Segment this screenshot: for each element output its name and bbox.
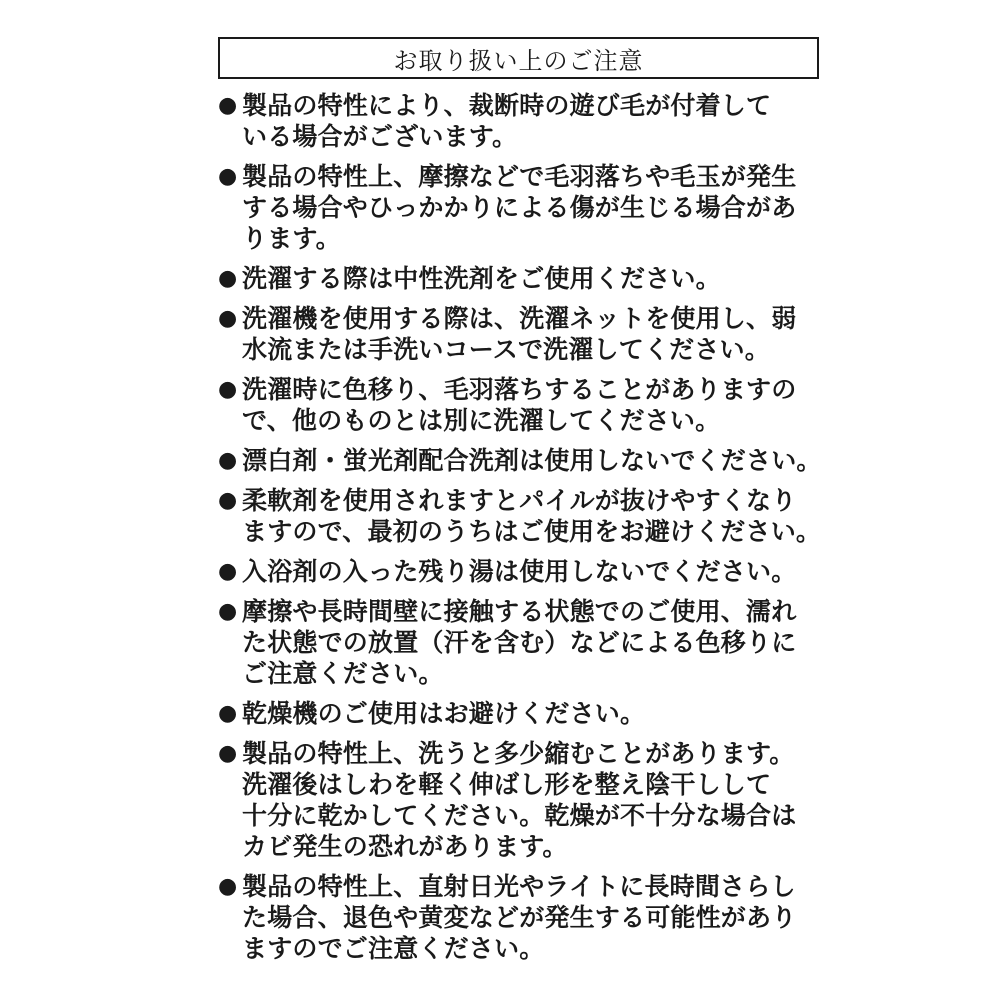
bullet-icon: ●	[218, 93, 238, 118]
page-title: お取り扱い上のご注意	[218, 37, 819, 79]
list-item	[218, 90, 828, 152]
list-item	[218, 596, 828, 689]
note-text: 製品の特性により、裁断時の遊び毛が付着して いる場合がございます。	[242, 91, 772, 151]
bullet-icon: ●	[218, 164, 238, 189]
note-text: 洗濯する際は中性洗剤をご使用ください。	[242, 264, 721, 293]
bullet-icon: ●	[218, 448, 238, 473]
bullet-icon: ●	[218, 306, 238, 331]
list-item	[218, 698, 828, 729]
bullet-icon: ●	[218, 559, 238, 584]
list-item	[218, 738, 828, 862]
note-text: 製品の特性上、洗うと多少縮むことがあります。 洗濯後はしわを軽く伸ばし形を整え陰干しして 十分に乾かしてください。乾燥が不十分な場合は カビ発生の恐れがあります。	[242, 739, 797, 861]
note-text: 洗濯機を使用する際は、洗濯ネットを使用し、弱 水流または手洗いコースで洗濯してください。	[242, 304, 797, 364]
notes-list	[218, 90, 828, 973]
list-item	[218, 263, 828, 294]
bullet-icon: ●	[218, 266, 238, 291]
note-text: 摩擦や長時間壁に接触する状態でのご使用、濡れ た状態での放置（汗を含む）などによる色移りに ご注意ください。	[242, 597, 797, 688]
bullet-icon: ●	[218, 488, 238, 513]
bullet-icon: ●	[218, 377, 238, 402]
note-text: 入浴剤の入った残り湯は使用しないでください。	[242, 557, 797, 586]
list-item	[218, 556, 828, 587]
list-item	[218, 485, 828, 547]
bullet-icon: ●	[218, 874, 238, 899]
list-item	[218, 445, 828, 476]
list-item	[218, 161, 828, 254]
bullet-icon: ●	[218, 701, 238, 726]
list-item	[218, 303, 828, 365]
list-item	[218, 871, 828, 964]
bullet-icon: ●	[218, 741, 238, 766]
note-text: 柔軟剤を使用されますとパイルが抜けやすくなり ますので、最初のうちはご使用をお避けください。	[242, 486, 822, 546]
bullet-icon: ●	[218, 599, 238, 624]
note-text: 製品の特性上、摩擦などで毛羽落ちや毛玉が発生 する場合やひっかかりによる傷が生じる場合があ ります。	[242, 162, 797, 253]
list-item	[218, 374, 828, 436]
note-text: 乾燥機のご使用はお避けください。	[242, 699, 646, 728]
note-text: 漂白剤・蛍光剤配合洗剤は使用しないでください。	[242, 446, 822, 475]
note-text: 洗濯時に色移り、毛羽落ちすることがありますの で、他のものとは別に洗濯してください。	[242, 375, 797, 435]
note-text: 製品の特性上、直射日光やライトに長時間さらし た場合、退色や黄変などが発生する可能性があり ますのでご注意ください。	[242, 872, 797, 963]
